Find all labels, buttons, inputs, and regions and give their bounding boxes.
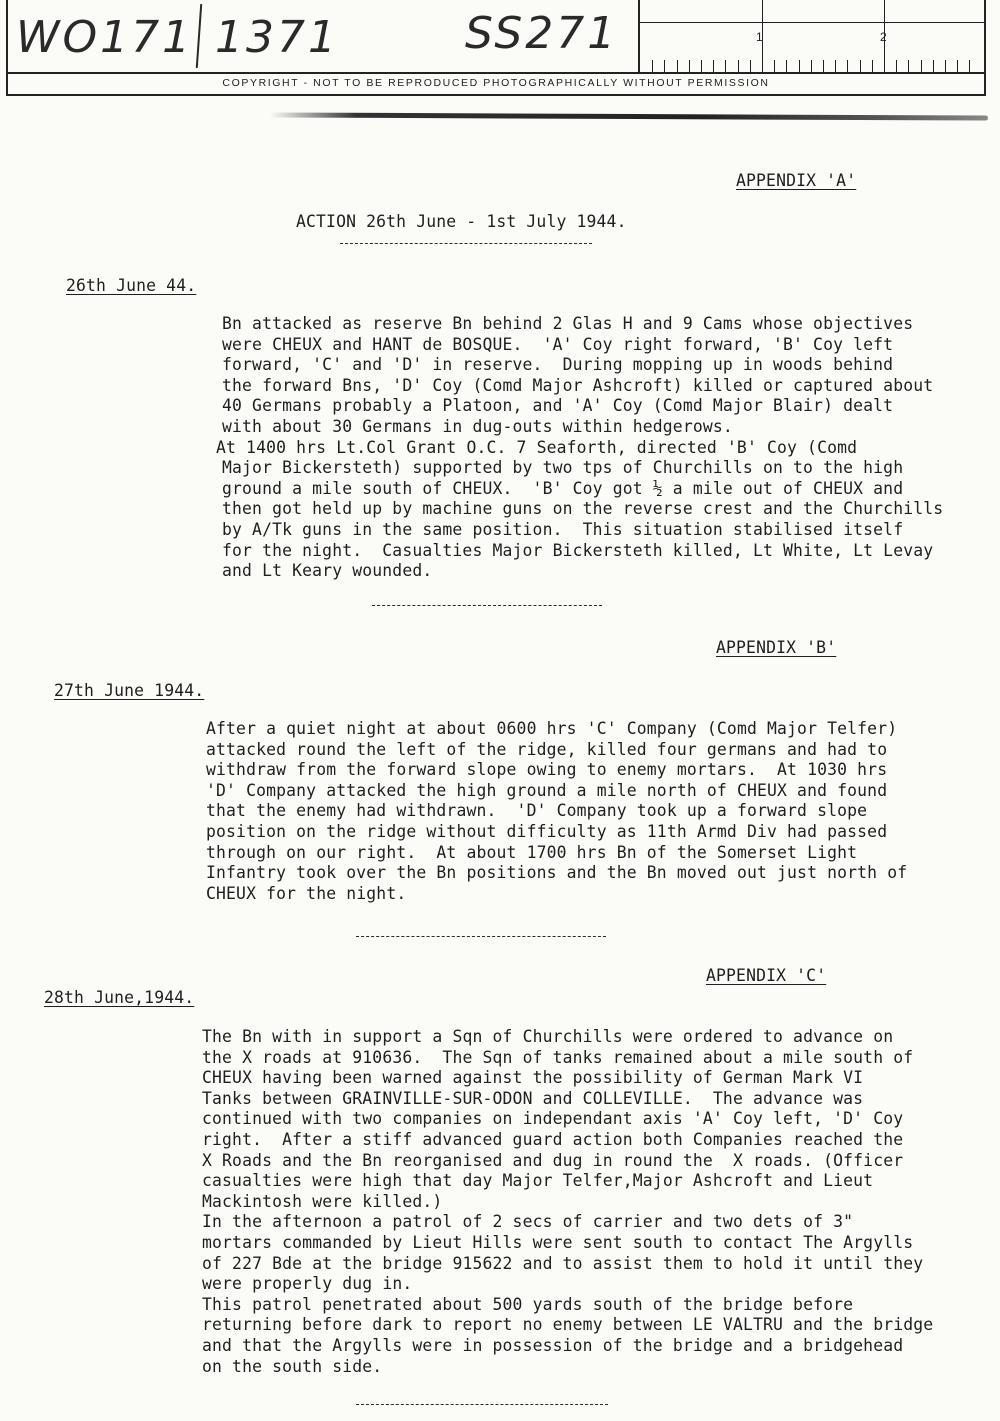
section-a-divider: [372, 605, 602, 606]
section-c-divider: [356, 1404, 608, 1405]
ruler-tick: [933, 60, 934, 72]
body-line: right. After a stiff advanced guard action both Companies reached the: [202, 1130, 904, 1149]
ruler-tick: [811, 60, 812, 72]
body-line: mortars commanded by Lieut Hills were sent south to contact The Argylls: [202, 1233, 914, 1252]
measurement-ruler: [638, 0, 984, 72]
body-line: the forward Bns, 'D' Coy (Comd Major Ashcroft) killed or captured about: [222, 375, 934, 395]
body-line: of 227 Bde at the bridge 915622 and to assist them to hold it until they: [202, 1253, 924, 1273]
body-line: through on our right. At about 1700 hrs Bn of the Somerset Light: [206, 842, 858, 862]
ruler-tick: [725, 60, 726, 72]
ruler-tick: [823, 60, 824, 72]
body-line: by A/Tk guns in the same position. This situation stabilised itself: [222, 520, 904, 539]
ruler-tick: [835, 60, 836, 72]
section-b-date: 27th June 1944.: [54, 681, 205, 700]
document-title: ACTION 26th June - 1st July 1944.: [296, 212, 627, 231]
copyright-notice: COPYRIGHT - NOT TO BE REPRODUCED PHOTOGRAPHICALLY WITHOUT PERMISSION: [222, 77, 770, 89]
body-line: The Bn with in support a Sqn of Churchills were ordered to advance on: [202, 1027, 894, 1046]
body-line: 'D' Company attacked the high ground a mile north of CHEUX and found: [206, 780, 888, 800]
body-line: ground a mile south of CHEUX. 'B' Coy got ½ a mile out of CHEUX and: [222, 478, 904, 498]
body-line: position on the ridge without difficulty as 11th Armd Div had passed: [206, 822, 888, 841]
ruler-tick: [799, 60, 800, 72]
ruler-tick: [921, 60, 922, 72]
body-line: At 1400 hrs Lt.Col Grant O.C. 7 Seaforth, directed 'B' Coy (Comd: [216, 437, 858, 457]
body-line: then got held up by machine guns on the reverse crest and the Churchills: [222, 499, 944, 519]
body-line: Bn attacked as reserve Bn behind 2 Glas H and 9 Cams whose objectives: [222, 314, 914, 333]
section-b-divider: [356, 936, 606, 937]
ruler-tick: [896, 60, 897, 72]
body-line: Tanks between GRAINVILLE-SUR-ODON and COLLEVILLE. The advance was: [202, 1088, 864, 1108]
ruler-tick: [908, 60, 909, 72]
ruler-tick: [664, 60, 665, 72]
ruler-tick: [786, 60, 787, 72]
ruler-tick: [847, 60, 848, 72]
body-line: In the afternoon a patrol of 2 secs of carrier and two dets of 3": [202, 1212, 854, 1232]
ruler-tick: [689, 60, 690, 72]
appendix-c-heading: APPENDIX 'C': [706, 966, 827, 985]
body-line: returning before dark to report no enemy between LE VALTRU and the bridge: [202, 1315, 934, 1335]
body-line: continued with two companies on independant axis 'A' Coy left, 'D' Coy: [202, 1109, 904, 1129]
body-line: were properly dug in.: [202, 1274, 413, 1294]
section-a-date: 26th June 44.: [66, 276, 197, 295]
body-line: forward, 'C' and 'D' in reserve. During mopping up in woods behind: [222, 355, 894, 375]
body-line: CHEUX for the night.: [206, 883, 407, 903]
body-line: casualties were high that day Major Telfer,Major Ashcroft and Lieut: [202, 1171, 874, 1191]
ruler-tick: [774, 60, 775, 72]
scan-smear: [270, 112, 988, 120]
ruler-tick: [750, 60, 751, 72]
body-line: withdraw from the forward slope owing to enemy mortars. At 1030 hrs: [206, 760, 888, 780]
reference-piece: 1371: [215, 12, 339, 63]
body-line: and Lt Keary wounded.: [222, 561, 433, 581]
appendix-a-heading: APPENDIX 'A': [736, 171, 857, 190]
ruler-tick: [860, 60, 861, 72]
body-line: that the enemy had withdrawn. 'D' Company took up a forward slope: [206, 801, 868, 821]
body-line: Major Bickersteth) supported by two tps of Churchills on to the high: [222, 458, 904, 478]
body-line: Mackintosh were killed.): [202, 1191, 443, 1211]
body-line: After a quiet night at about 0600 hrs 'C' Company (Comd Major Telfer): [206, 719, 898, 738]
header-divider: [6, 72, 986, 74]
body-line: for the night. Casualties Major Bickersteth killed, Lt White, Lt Levay: [222, 540, 934, 560]
ruler-tick: [957, 60, 958, 72]
ruler-tick: [969, 60, 970, 72]
title-underline: [340, 243, 592, 244]
ruler-tick: [872, 60, 873, 72]
body-line: the X roads at 910636. The Sqn of tanks remained about a mile south of: [202, 1047, 914, 1067]
ruler-tick: [652, 60, 653, 72]
body-line: Infantry took over the Bn positions and the Bn moved out just north of: [206, 863, 908, 883]
reference-number: SS271: [465, 8, 619, 59]
body-line: with about 30 Germans in dug-outs within hedgerows.: [222, 417, 733, 436]
ruler-label-2: 2: [880, 30, 887, 44]
body-line: This patrol penetrated about 500 yards south of the bridge before: [202, 1294, 854, 1314]
ruler-label-1: 1: [756, 30, 763, 44]
body-line: and that the Argylls were in possession of the bridge and a bridgehead: [202, 1336, 904, 1355]
body-line: CHEUX having been warned against the possibility of German Mark VI: [202, 1068, 864, 1088]
body-line: X Roads and the Bn reorganised and dug in round the X roads. (Officer: [202, 1150, 904, 1170]
ruler-tick: [713, 60, 714, 72]
body-line: on the south side.: [202, 1356, 383, 1376]
ruler-tick: [701, 60, 702, 72]
reference-class: WO171: [16, 12, 194, 63]
ruler-tick: [945, 60, 946, 72]
ruler-line: [640, 22, 984, 23]
ruler-tick: [677, 60, 678, 72]
body-line: were CHEUX and HANT de BOSQUE. 'A' Coy right forward, 'B' Coy left: [222, 334, 894, 354]
body-line: 40 Germans probably a Platoon, and 'A' Coy (Comd Major Blair) dealt: [222, 396, 894, 416]
appendix-b-heading: APPENDIX 'B': [716, 638, 837, 657]
body-line: attacked round the left of the ridge, killed four germans and had to: [206, 739, 888, 759]
section-c-date: 28th June,1944.: [44, 988, 195, 1007]
ruler-tick: [738, 60, 739, 72]
